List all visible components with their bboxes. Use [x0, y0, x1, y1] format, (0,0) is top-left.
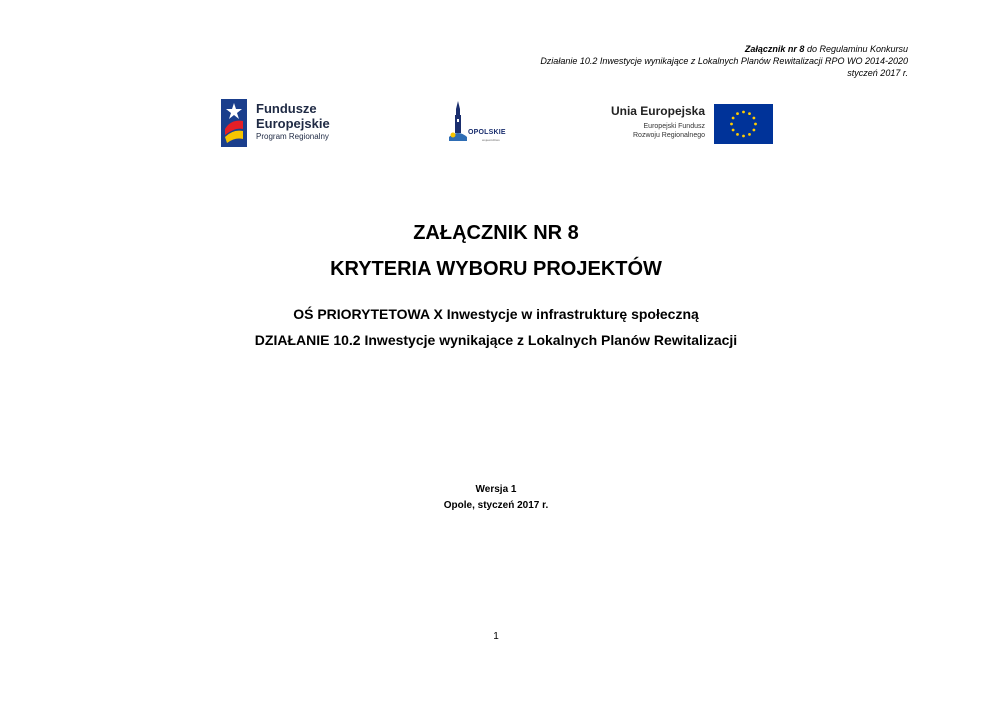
unia-europejska-logo — [605, 104, 773, 146]
eu-flag-icon — [714, 104, 773, 144]
fundusze-europejskie-logo — [221, 99, 381, 147]
opolskie-tower-icon — [449, 101, 467, 143]
document-title: ZAŁĄCZNIK NR 8 — [413, 222, 579, 244]
page-number: 1 — [493, 631, 499, 642]
fundusze-logo-line2: Europejskie — [256, 116, 330, 131]
measure-heading: DZIAŁANIE 10.2 Inwestycje wynikające z Lokalnych Planów Rewitalizacji — [254, 332, 738, 348]
version-label: Wersja 1 — [475, 484, 517, 495]
header-line-3: styczeń 2017 r. — [847, 68, 908, 78]
fundusze-logo-line1: Fundusze — [256, 101, 317, 116]
header-line-1 — [540, 43, 908, 55]
fundusze-logo-line3: Program Regionalny — [256, 132, 329, 141]
opolskie-logo-sub: województwo — [482, 138, 500, 142]
place-date: Opole, styczeń 2017 r. — [443, 500, 549, 511]
opolskie-logo-name: OPOLSKIE — [468, 129, 506, 136]
header-line-2: Działanie 10.2 Inwestycje wynikające z Lokalnych Planów Rewitalizacji RPO WO 2014-2020 — [540, 56, 908, 66]
opolskie-logo — [442, 101, 514, 147]
priority-axis-heading: OŚ PRIORYTETOWA X Inwestycje w infrastrukturę społeczną — [293, 306, 699, 322]
ue-logo-line2: Rozwoju Regionalnego — [633, 132, 705, 139]
document-subtitle: KRYTERIA WYBORU PROJEKTÓW — [330, 258, 662, 280]
header-attachment-label: Załącznik nr 8 — [744, 44, 805, 54]
header-attachment-rest: do Regulaminu Konkursu — [804, 44, 908, 54]
header-note — [540, 43, 908, 79]
ue-logo-title: Unia Europejska — [610, 104, 705, 118]
ue-logo-line1: Europejski Fundusz — [643, 123, 705, 130]
fundusze-europejskie-mark-icon — [221, 99, 247, 147]
